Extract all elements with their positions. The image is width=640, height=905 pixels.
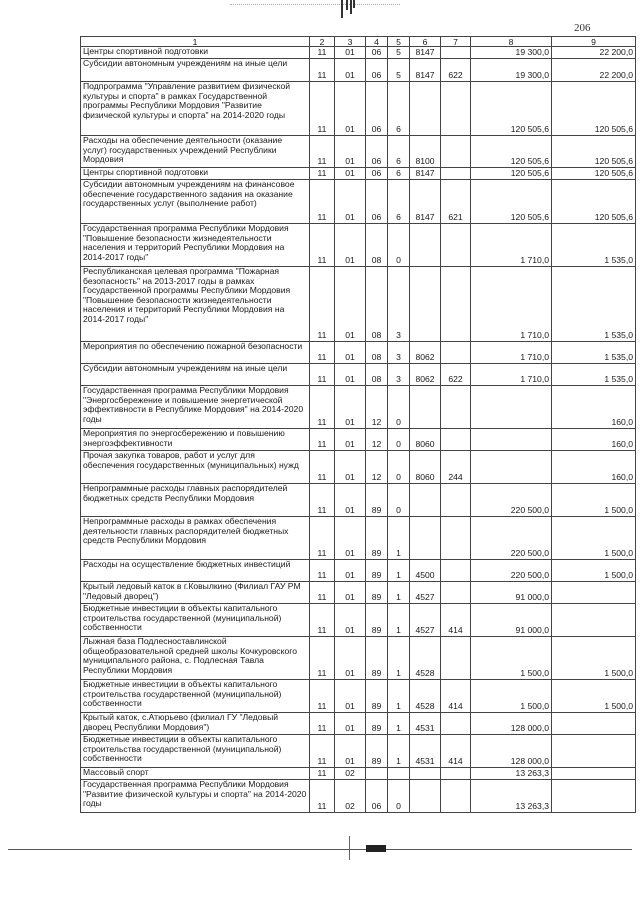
row-value-cell: 13 263,3 bbox=[471, 768, 552, 780]
row-value-cell: 08 bbox=[366, 342, 388, 364]
row-value-cell: 01 bbox=[335, 364, 366, 386]
row-name-cell: Субсидии автономным учреждениям на финансовое обеспечение государственного задания на оказание государственных услуг (выполнение работ) bbox=[81, 180, 310, 224]
row-value-cell: 8060 bbox=[410, 429, 441, 451]
row-value-cell: 4527 bbox=[410, 582, 441, 604]
table-row bbox=[81, 342, 636, 364]
table-row bbox=[81, 364, 636, 386]
row-value-cell bbox=[441, 582, 471, 604]
row-value-cell: 08 bbox=[366, 364, 388, 386]
row-value-cell bbox=[410, 780, 441, 813]
row-value-cell: 8147 bbox=[410, 168, 441, 180]
row-value-cell: 01 bbox=[335, 47, 366, 59]
column-header: 4 bbox=[366, 37, 388, 47]
row-value-cell bbox=[441, 429, 471, 451]
table-row bbox=[81, 637, 636, 680]
row-value-cell: 01 bbox=[335, 451, 366, 484]
row-value-cell: 1 bbox=[388, 637, 410, 680]
row-value-cell bbox=[441, 136, 471, 168]
scan-artifact-vline bbox=[349, 836, 350, 860]
row-value-cell bbox=[471, 451, 552, 484]
row-value-cell: 414 bbox=[441, 604, 471, 637]
column-header: 9 bbox=[552, 37, 636, 47]
row-value-cell: 11 bbox=[310, 637, 335, 680]
row-value-cell: 19 300,0 bbox=[471, 59, 552, 82]
row-value-cell: 4531 bbox=[410, 735, 441, 768]
row-value-cell: 414 bbox=[441, 680, 471, 713]
row-name-cell: Расходы на обеспечение деятельности (оказание услуг) государственных учреждений Республики Мордовия bbox=[81, 136, 310, 168]
row-value-cell: 3 bbox=[388, 267, 410, 342]
row-value-cell: 1 500,0 bbox=[471, 680, 552, 713]
row-value-cell: 8147 bbox=[410, 47, 441, 59]
row-value-cell bbox=[410, 267, 441, 342]
row-name-cell: Бюджетные инвестиции в объекты капитального строительства государственной (муниципальной) собственности bbox=[81, 604, 310, 637]
row-value-cell: 19 300,0 bbox=[471, 47, 552, 59]
row-value-cell: 01 bbox=[335, 637, 366, 680]
row-value-cell: 622 bbox=[441, 364, 471, 386]
row-value-cell: 120 505,6 bbox=[552, 82, 636, 136]
row-value-cell: 11 bbox=[310, 59, 335, 82]
row-value-cell: 1 710,0 bbox=[471, 364, 552, 386]
row-value-cell bbox=[552, 713, 636, 735]
row-value-cell bbox=[441, 484, 471, 517]
row-value-cell: 1 500,0 bbox=[552, 517, 636, 560]
row-value-cell: 3 bbox=[388, 342, 410, 364]
row-value-cell: 1 bbox=[388, 735, 410, 768]
row-value-cell: 0 bbox=[388, 484, 410, 517]
row-name-cell: Крытый ледовый каток в г.Ковылкино (Филиал ГАУ РМ "Ледовый дворец") bbox=[81, 582, 310, 604]
row-value-cell: 01 bbox=[335, 386, 366, 429]
table-row bbox=[81, 680, 636, 713]
table-row bbox=[81, 82, 636, 136]
row-value-cell: 120 505,6 bbox=[471, 82, 552, 136]
row-value-cell: 01 bbox=[335, 136, 366, 168]
row-value-cell: 160,0 bbox=[552, 429, 636, 451]
row-value-cell bbox=[441, 386, 471, 429]
row-value-cell: 06 bbox=[366, 168, 388, 180]
row-value-cell: 120 505,6 bbox=[552, 136, 636, 168]
row-value-cell: 06 bbox=[366, 180, 388, 224]
row-value-cell bbox=[441, 342, 471, 364]
column-header: 7 bbox=[441, 37, 471, 47]
row-value-cell: 1 500,0 bbox=[552, 637, 636, 680]
row-value-cell: 8062 bbox=[410, 364, 441, 386]
row-value-cell: 11 bbox=[310, 168, 335, 180]
row-value-cell: 160,0 bbox=[552, 451, 636, 484]
row-value-cell: 120 505,6 bbox=[552, 180, 636, 224]
row-value-cell: 4528 bbox=[410, 637, 441, 680]
row-name-cell: Бюджетные инвестиции в объекты капитального строительства государственной (муниципальной) собственности bbox=[81, 735, 310, 768]
row-value-cell: 11 bbox=[310, 342, 335, 364]
row-name-cell: Субсидии автономным учреждениям на иные цели bbox=[81, 59, 310, 82]
row-name-cell: Государственная программа Республики Мордовия "Повышение безопасности жизнедеятельности населения и территорий Республики Мордовия на 2014-2017 годы" bbox=[81, 224, 310, 267]
row-value-cell: 13 263,3 bbox=[471, 780, 552, 813]
row-value-cell bbox=[441, 713, 471, 735]
row-value-cell: 11 bbox=[310, 136, 335, 168]
row-value-cell: 0 bbox=[388, 780, 410, 813]
row-value-cell: 0 bbox=[388, 451, 410, 484]
table-row bbox=[81, 560, 636, 582]
row-name-cell: Лыжная база Подлесноставлинской общеобразовательной средней школы Кочкуровского муниципального района, с. Подлесная Тавла Республики Мордовия bbox=[81, 637, 310, 680]
row-value-cell: 02 bbox=[335, 780, 366, 813]
row-value-cell: 0 bbox=[388, 224, 410, 267]
row-value-cell: 1 535,0 bbox=[552, 342, 636, 364]
row-value-cell: 1 bbox=[388, 582, 410, 604]
row-name-cell: Мероприятия по обеспечению пожарной безопасности bbox=[81, 342, 310, 364]
row-value-cell: 89 bbox=[366, 735, 388, 768]
row-value-cell: 01 bbox=[335, 224, 366, 267]
table-row bbox=[81, 136, 636, 168]
row-value-cell: 89 bbox=[366, 680, 388, 713]
row-value-cell: 120 505,6 bbox=[471, 168, 552, 180]
row-value-cell: 128 000,0 bbox=[471, 713, 552, 735]
row-value-cell: 11 bbox=[310, 451, 335, 484]
row-value-cell bbox=[410, 82, 441, 136]
row-value-cell: 6 bbox=[388, 180, 410, 224]
row-value-cell: 8100 bbox=[410, 136, 441, 168]
row-value-cell: 4527 bbox=[410, 604, 441, 637]
row-value-cell: 11 bbox=[310, 680, 335, 713]
row-value-cell bbox=[441, 780, 471, 813]
row-value-cell: 120 505,6 bbox=[471, 180, 552, 224]
row-value-cell: 89 bbox=[366, 637, 388, 680]
row-value-cell: 01 bbox=[335, 267, 366, 342]
row-value-cell bbox=[441, 768, 471, 780]
row-value-cell: 89 bbox=[366, 713, 388, 735]
row-value-cell: 5 bbox=[388, 59, 410, 82]
row-value-cell: 01 bbox=[335, 168, 366, 180]
row-value-cell: 414 bbox=[441, 735, 471, 768]
table-row bbox=[81, 267, 636, 342]
row-name-cell: Непрограммные расходы главных распорядителей бюджетных средств Республики Мордовия bbox=[81, 484, 310, 517]
row-value-cell: 8062 bbox=[410, 342, 441, 364]
row-value-cell: 1 535,0 bbox=[552, 364, 636, 386]
row-value-cell: 11 bbox=[310, 82, 335, 136]
row-value-cell: 11 bbox=[310, 364, 335, 386]
row-value-cell: 120 505,6 bbox=[552, 168, 636, 180]
row-value-cell: 11 bbox=[310, 582, 335, 604]
row-value-cell bbox=[552, 780, 636, 813]
row-value-cell: 128 000,0 bbox=[471, 735, 552, 768]
column-header: 6 bbox=[410, 37, 441, 47]
row-value-cell: 1 535,0 bbox=[552, 224, 636, 267]
row-value-cell: 8147 bbox=[410, 59, 441, 82]
row-value-cell: 1 bbox=[388, 604, 410, 637]
row-value-cell: 220 500,0 bbox=[471, 484, 552, 517]
row-name-cell: Республиканская целевая программа "Пожарная безопасность" на 2013-2017 годы в рамках Государственной программы Республики Мордовия "Повышение безопасности жизнедеятельности населения и территорий Республики Мордовия на 2014-2017 годы" bbox=[81, 267, 310, 342]
row-value-cell: 06 bbox=[366, 780, 388, 813]
row-value-cell: 6 bbox=[388, 82, 410, 136]
row-value-cell: 11 bbox=[310, 224, 335, 267]
row-value-cell: 11 bbox=[310, 484, 335, 517]
row-value-cell: 0 bbox=[388, 386, 410, 429]
row-value-cell: 6 bbox=[388, 136, 410, 168]
row-value-cell: 1 bbox=[388, 680, 410, 713]
table-row bbox=[81, 735, 636, 768]
row-value-cell: 01 bbox=[335, 735, 366, 768]
table-row bbox=[81, 517, 636, 560]
row-value-cell: 120 505,6 bbox=[471, 136, 552, 168]
row-value-cell: 01 bbox=[335, 180, 366, 224]
row-value-cell: 89 bbox=[366, 582, 388, 604]
row-value-cell: 11 bbox=[310, 604, 335, 637]
page-number: 206 bbox=[574, 22, 591, 34]
row-name-cell: Центры спортивной подготовки bbox=[81, 47, 310, 59]
row-value-cell: 1 500,0 bbox=[552, 560, 636, 582]
row-value-cell: 89 bbox=[366, 560, 388, 582]
row-value-cell: 1 535,0 bbox=[552, 267, 636, 342]
row-value-cell: 11 bbox=[310, 713, 335, 735]
row-value-cell: 06 bbox=[366, 59, 388, 82]
row-value-cell: 11 bbox=[310, 768, 335, 780]
row-value-cell: 01 bbox=[335, 604, 366, 637]
row-name-cell: Прочая закупка товаров, работ и услуг для обеспечения государственных (муниципальных) нужд bbox=[81, 451, 310, 484]
table-row bbox=[81, 451, 636, 484]
table-row bbox=[81, 713, 636, 735]
row-value-cell: 4528 bbox=[410, 680, 441, 713]
row-value-cell: 01 bbox=[335, 59, 366, 82]
row-value-cell: 5 bbox=[388, 47, 410, 59]
row-value-cell: 1 500,0 bbox=[552, 680, 636, 713]
row-value-cell: 8060 bbox=[410, 451, 441, 484]
row-value-cell: 01 bbox=[335, 582, 366, 604]
row-value-cell: 220 500,0 bbox=[471, 517, 552, 560]
row-value-cell bbox=[552, 735, 636, 768]
row-value-cell: 622 bbox=[441, 59, 471, 82]
row-value-cell: 06 bbox=[366, 82, 388, 136]
row-name-cell: Субсидии автономным учреждениям на иные цели bbox=[81, 364, 310, 386]
row-value-cell: 89 bbox=[366, 604, 388, 637]
row-value-cell: 11 bbox=[310, 517, 335, 560]
table-row bbox=[81, 180, 636, 224]
row-name-cell: Крытый каток, с.Атюрьево (филиал ГУ "Ледовый дворец Республики Мордовия") bbox=[81, 713, 310, 735]
row-value-cell: 01 bbox=[335, 560, 366, 582]
row-value-cell: 91 000,0 bbox=[471, 604, 552, 637]
row-value-cell bbox=[366, 768, 388, 780]
column-header: 1 bbox=[81, 37, 310, 47]
row-value-cell: 02 bbox=[335, 768, 366, 780]
table-header-row bbox=[81, 37, 636, 47]
row-name-cell: Расходы на осуществление бюджетных инвестиций bbox=[81, 560, 310, 582]
scan-artifact-mark bbox=[366, 845, 386, 852]
row-value-cell: 01 bbox=[335, 82, 366, 136]
row-value-cell bbox=[410, 386, 441, 429]
row-value-cell: 12 bbox=[366, 386, 388, 429]
row-value-cell bbox=[441, 82, 471, 136]
row-value-cell: 11 bbox=[310, 180, 335, 224]
row-value-cell: 01 bbox=[335, 484, 366, 517]
table-row bbox=[81, 604, 636, 637]
row-value-cell: 1 bbox=[388, 560, 410, 582]
row-value-cell: 22 200,0 bbox=[552, 47, 636, 59]
row-value-cell: 01 bbox=[335, 342, 366, 364]
row-value-cell bbox=[552, 582, 636, 604]
column-header: 2 bbox=[310, 37, 335, 47]
scan-artifact-top bbox=[340, 0, 356, 20]
table-row bbox=[81, 484, 636, 517]
scan-artifact-bottom-line bbox=[8, 849, 632, 850]
row-value-cell: 1 bbox=[388, 517, 410, 560]
row-value-cell: 01 bbox=[335, 680, 366, 713]
row-value-cell: 11 bbox=[310, 47, 335, 59]
row-value-cell: 160,0 bbox=[552, 386, 636, 429]
table-row bbox=[81, 768, 636, 780]
row-value-cell: 1 500,0 bbox=[552, 484, 636, 517]
row-value-cell: 0 bbox=[388, 429, 410, 451]
row-value-cell: 06 bbox=[366, 47, 388, 59]
row-value-cell: 91 000,0 bbox=[471, 582, 552, 604]
row-name-cell: Подпрограмма "Управление развитием физической культуры и спорта" в рамках Государственной программы Республики Мордовия "Развитие физической культуры и спорта" на 2014-2020 годы bbox=[81, 82, 310, 136]
row-value-cell: 12 bbox=[366, 451, 388, 484]
row-name-cell: Бюджетные инвестиции в объекты капитального строительства государственной (муниципальной) собственности bbox=[81, 680, 310, 713]
row-value-cell bbox=[410, 517, 441, 560]
row-name-cell: Государственная программа Республики Мордовия "Энергосбережение и повышение энергетической эффективности в Республике Мордовия" на 2014-2020 годы bbox=[81, 386, 310, 429]
row-name-cell: Непрограммные расходы в рамках обеспечения деятельности главных распорядителей бюджетных средств Республики Мордовия bbox=[81, 517, 310, 560]
row-value-cell: 11 bbox=[310, 429, 335, 451]
row-value-cell bbox=[552, 604, 636, 637]
table-row bbox=[81, 224, 636, 267]
row-value-cell bbox=[410, 484, 441, 517]
row-name-cell: Центры спортивной подготовки bbox=[81, 168, 310, 180]
row-value-cell: 621 bbox=[441, 180, 471, 224]
row-value-cell: 8147 bbox=[410, 180, 441, 224]
row-value-cell bbox=[471, 386, 552, 429]
row-value-cell: 11 bbox=[310, 735, 335, 768]
row-value-cell: 1 500,0 bbox=[471, 637, 552, 680]
row-value-cell: 1 710,0 bbox=[471, 267, 552, 342]
row-value-cell: 89 bbox=[366, 484, 388, 517]
row-value-cell: 01 bbox=[335, 429, 366, 451]
row-value-cell bbox=[388, 768, 410, 780]
column-header: 3 bbox=[335, 37, 366, 47]
row-value-cell: 1 710,0 bbox=[471, 224, 552, 267]
table-row bbox=[81, 582, 636, 604]
row-value-cell: 3 bbox=[388, 364, 410, 386]
table-row bbox=[81, 386, 636, 429]
row-value-cell: 22 200,0 bbox=[552, 59, 636, 82]
column-header: 5 bbox=[388, 37, 410, 47]
column-header: 8 bbox=[471, 37, 552, 47]
row-value-cell: 12 bbox=[366, 429, 388, 451]
table-row bbox=[81, 780, 636, 813]
budget-table bbox=[80, 36, 636, 813]
row-value-cell bbox=[471, 429, 552, 451]
table-row bbox=[81, 429, 636, 451]
row-value-cell bbox=[441, 267, 471, 342]
row-value-cell: 11 bbox=[310, 267, 335, 342]
row-value-cell: 11 bbox=[310, 386, 335, 429]
row-value-cell: 4531 bbox=[410, 713, 441, 735]
row-value-cell: 1 710,0 bbox=[471, 342, 552, 364]
row-value-cell: 08 bbox=[366, 224, 388, 267]
row-value-cell bbox=[552, 768, 636, 780]
row-value-cell: 220 500,0 bbox=[471, 560, 552, 582]
row-value-cell bbox=[441, 637, 471, 680]
row-value-cell bbox=[441, 168, 471, 180]
row-value-cell: 4500 bbox=[410, 560, 441, 582]
row-value-cell: 01 bbox=[335, 713, 366, 735]
row-value-cell bbox=[410, 768, 441, 780]
row-value-cell bbox=[441, 224, 471, 267]
row-name-cell: Мероприятия по энергосбережению и повышению энергоэффективности bbox=[81, 429, 310, 451]
row-value-cell: 06 bbox=[366, 136, 388, 168]
row-value-cell bbox=[410, 224, 441, 267]
table-row bbox=[81, 47, 636, 59]
table-row bbox=[81, 168, 636, 180]
row-value-cell: 1 bbox=[388, 713, 410, 735]
row-value-cell: 08 bbox=[366, 267, 388, 342]
row-value-cell: 11 bbox=[310, 780, 335, 813]
row-value-cell: 11 bbox=[310, 560, 335, 582]
row-value-cell: 89 bbox=[366, 517, 388, 560]
scan-artifact-dots bbox=[230, 4, 400, 6]
row-name-cell: Государственная программа Республики Мордовия "Развитие физической культуры и спорта" на 2014-2020 годы bbox=[81, 780, 310, 813]
table-row bbox=[81, 59, 636, 82]
row-value-cell bbox=[441, 517, 471, 560]
row-value-cell: 01 bbox=[335, 517, 366, 560]
row-value-cell bbox=[441, 560, 471, 582]
row-name-cell: Массовый спорт bbox=[81, 768, 310, 780]
row-value-cell: 244 bbox=[441, 451, 471, 484]
row-value-cell bbox=[441, 47, 471, 59]
row-value-cell: 6 bbox=[388, 168, 410, 180]
